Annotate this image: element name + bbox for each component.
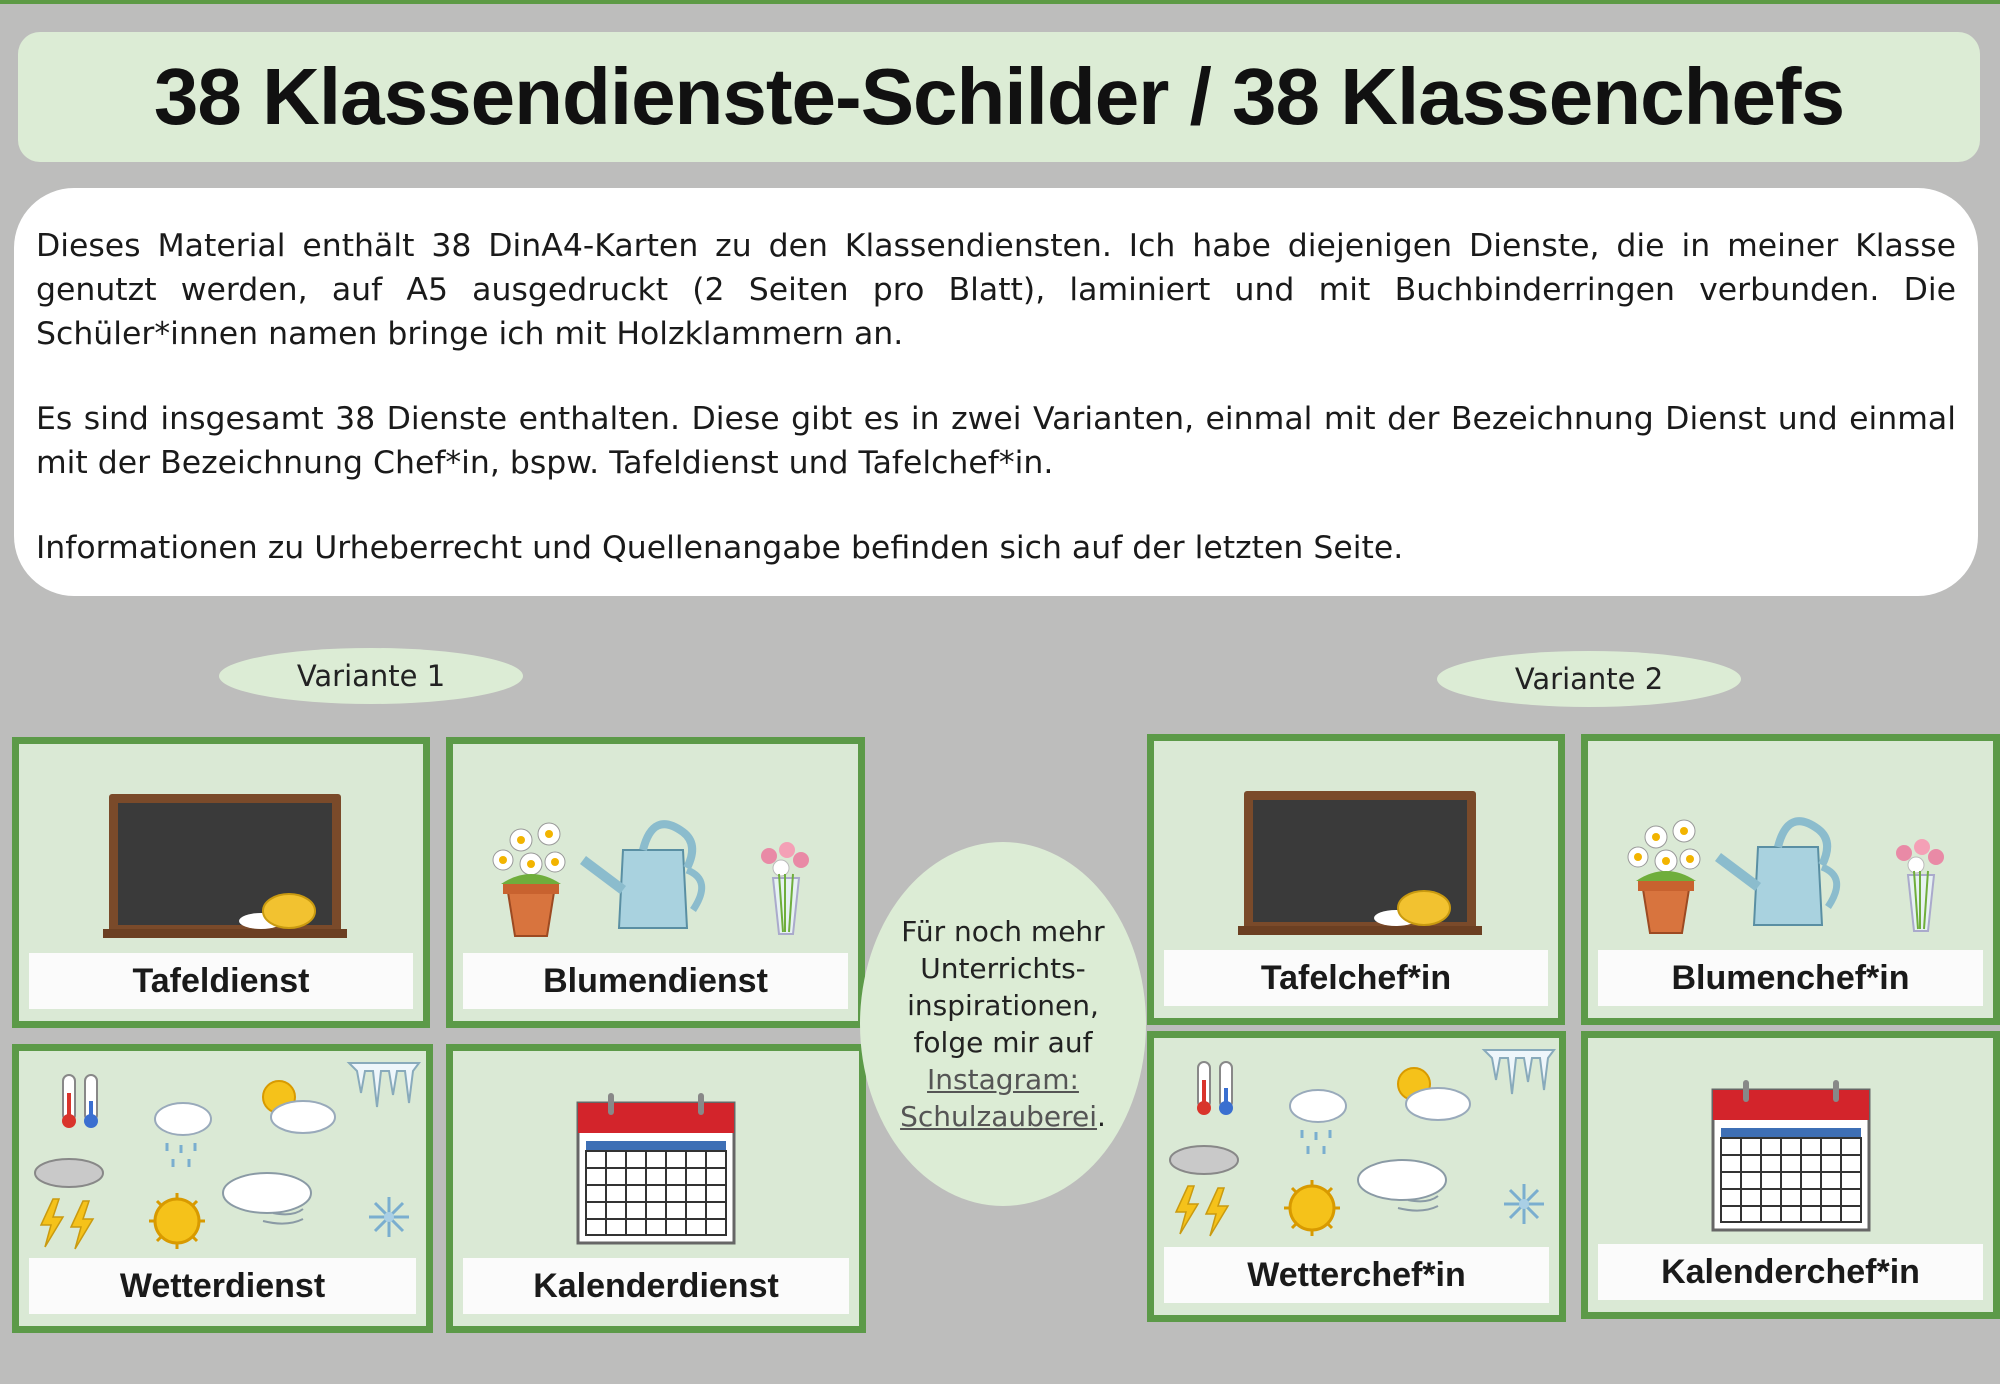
card-wetterdienst xyxy=(12,1044,433,1333)
icicles-icon xyxy=(349,1063,419,1107)
promo-line-1: Für noch mehr xyxy=(901,915,1105,948)
instagram-link[interactable]: Instagram: xyxy=(927,1063,1079,1096)
card-label: Wetterdienst xyxy=(29,1258,416,1314)
sun-icon xyxy=(1284,1180,1340,1236)
variant-2-label: Variante 2 xyxy=(1437,651,1741,707)
watering-can-icon xyxy=(583,824,702,928)
promo-line-2: Unterrichts- xyxy=(920,952,1086,985)
promo-line-3: inspirationen, xyxy=(907,989,1099,1022)
variant-1-label: Variante 1 xyxy=(219,648,523,704)
instagram-promo-circle xyxy=(860,842,1146,1206)
lightning-icon xyxy=(1176,1186,1228,1236)
card-label: Blumenchef*in xyxy=(1598,950,1983,1006)
card-tafelchefin xyxy=(1147,734,1565,1025)
promo-period: . xyxy=(1097,1100,1106,1133)
watering-can-icon xyxy=(1718,821,1837,925)
flower-vase-icon xyxy=(761,842,809,934)
gray-cloud-icon xyxy=(35,1159,103,1187)
thermometer-icon xyxy=(62,1075,98,1128)
page-title: 38 Klassendienste-Schilder / 38 Klassenchefs xyxy=(153,52,1845,141)
card-label: Wetterchef*in xyxy=(1164,1247,1549,1303)
cloud-rain-icon xyxy=(155,1103,211,1167)
card-blumendienst xyxy=(446,737,865,1028)
sun-cloud-icon xyxy=(1398,1068,1470,1120)
promo-line-4: folge mir auf xyxy=(913,1026,1093,1059)
cloud-rain-icon xyxy=(1290,1090,1346,1154)
flower-vase-icon xyxy=(1896,839,1944,931)
chalkboard-icon xyxy=(19,744,423,954)
title-banner xyxy=(18,32,1980,162)
card-label: Blumendienst xyxy=(463,953,848,1009)
card-wetterchefin xyxy=(1147,1031,1566,1322)
calendar-icon xyxy=(453,1051,859,1261)
chalkboard-icon xyxy=(1154,741,1558,951)
description-paragraph-2: Es sind insgesamt 38 Dienste enthalten. Diese gibt es in zwei Varianten, einmal mit der Bezeichnung Dienst und einmal mit der Bezeichnung Chef*in, bspw. Tafeldienst und Tafelchef*in. xyxy=(36,401,1956,481)
gray-cloud-icon xyxy=(1170,1146,1238,1174)
lightning-icon xyxy=(41,1199,93,1249)
snowflake-icon xyxy=(1504,1184,1544,1224)
description-paragraph-1: Dieses Material enthält 38 DinA4-Karten zu den Klassendiensten. Ich habe diejenigen Dienste, die in meiner Klasse genutzt werden, auf A5 ausgedruckt (2 Seiten pro Blatt), laminiert und mit Buchbinderringen verbunden. Die Schüler*innen namen bringe ich mit Holzklammern an. xyxy=(36,228,1956,352)
flower-pot-icon xyxy=(493,823,565,936)
icicles-icon xyxy=(1484,1050,1554,1094)
sun-icon xyxy=(149,1193,205,1249)
card-kalenderchefin xyxy=(1581,1031,2000,1319)
snowflake-icon xyxy=(369,1197,409,1237)
card-label: Kalenderchef*in xyxy=(1598,1244,1983,1300)
card-label: Kalenderdienst xyxy=(463,1258,849,1314)
card-label: Tafeldienst xyxy=(29,953,413,1009)
description-box xyxy=(14,188,1978,596)
top-border-line xyxy=(0,0,2000,4)
card-kalenderdienst xyxy=(446,1044,866,1333)
flower-pot-icon xyxy=(1628,820,1700,933)
calendar-icon xyxy=(1588,1038,1993,1248)
card-tafeldienst xyxy=(12,737,430,1028)
card-blumenchefin xyxy=(1581,734,2000,1025)
sun-cloud-icon xyxy=(263,1081,335,1133)
thermometer-icon xyxy=(1197,1062,1233,1115)
wind-cloud-icon xyxy=(223,1173,311,1224)
description-paragraph-3: Informationen zu Urheberrecht und Quellenangabe befinden sich auf der letzten Seite. xyxy=(36,530,1404,566)
instagram-handle-link[interactable]: Schulzauberei xyxy=(900,1100,1098,1133)
card-label: Tafelchef*in xyxy=(1164,950,1548,1006)
wind-cloud-icon xyxy=(1358,1160,1446,1211)
